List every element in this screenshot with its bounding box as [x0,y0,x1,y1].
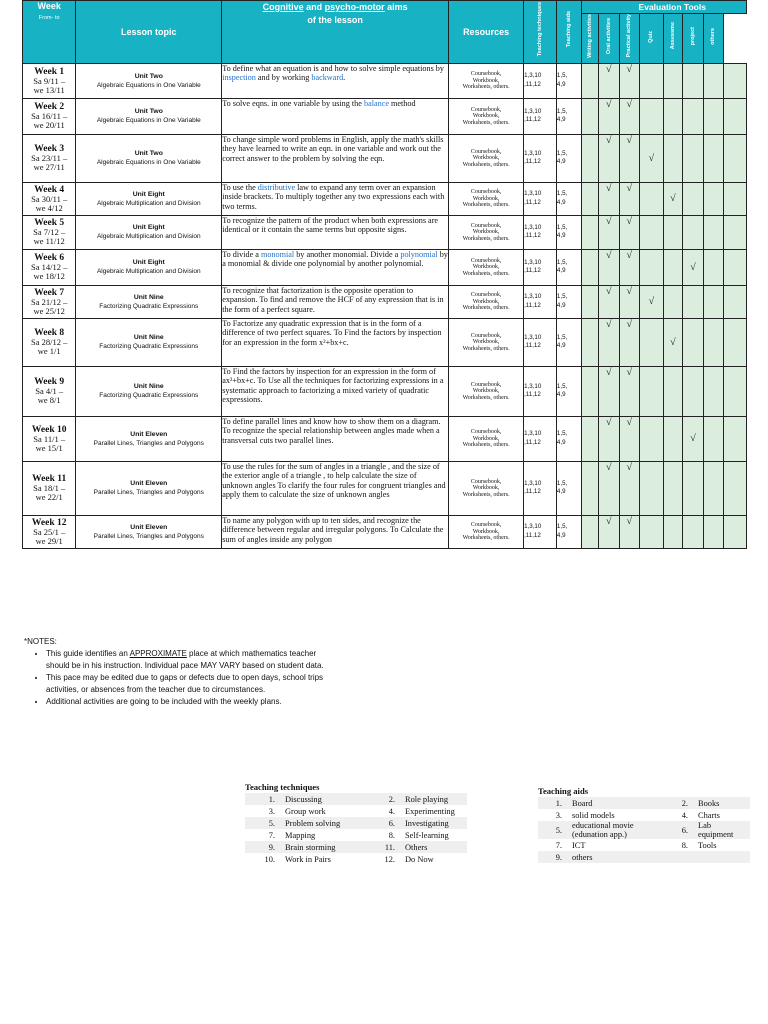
resources-cell: Coursebook, Workbook, Worksheets, others. [449,249,524,285]
eval-cell [683,98,704,134]
aids-cell: 1,5, 4,9 [556,249,581,285]
eval-cell [683,134,704,182]
eval-cell [663,98,683,134]
legend-label: Investigating [401,817,467,829]
aids-cell: 1,5, 4,9 [556,416,581,461]
resources-cell: Coursebook, Workbook, Worksheets, others. [449,134,524,182]
legend-label: Board [568,797,660,809]
aims-cell: To define what an equation is and how to solve simple equations by inspection and by working backward. [222,63,449,98]
resources-cell: Coursebook, Workbook, Worksheets, others. [449,98,524,134]
notes-title: *NOTES: [24,637,57,646]
resources-cell: Coursebook, Workbook, Worksheets, others. [449,366,524,416]
aims-cell: To recognize that factorization is the opposite operation to expansion. To find and remove the HCF of any expression that is in the form of a perfect square. [222,285,449,318]
plan-row [23,98,747,134]
aims-cell: To divide a monomial by another monomial. Divide a polynomial by a monomial & divide one polynomial by another polynomial. [222,249,449,285]
aids-cell: 1,5, 4,9 [556,461,581,515]
check-mark: √ [619,182,640,215]
eval-cell [640,63,664,98]
topic-cell: Unit Eight Algebraic Multiplication and Division [76,249,222,285]
legend-number: 1. [538,797,568,809]
topic-cell: Unit Two Algebraic Equations in One Variable [76,134,222,182]
techniques-cell: 1,3,10 ,11,12 [524,461,557,515]
check-mark: √ [619,515,640,548]
eval-cell [640,215,664,249]
techniques-cell: 1,3,10 ,11,12 [524,98,557,134]
eval-cell [581,318,598,366]
check-mark: √ [599,215,620,249]
eval-cell [724,461,747,515]
eval-cell [703,98,724,134]
eval-cell [581,285,598,318]
legend-number: 11. [371,841,401,853]
techniques-cell: 1,3,10 ,11,12 [524,63,557,98]
topic-cell: Unit Eleven Parallel Lines, Triangles and Polygons [76,515,222,548]
eval-col-quiz: Quiz [640,14,664,64]
aims-cell: To Factorize any quadratic expression that is in the form of a difference of two perfect squares. To Find the factors by inspection for an expression in the form x²+bx+c. [222,318,449,366]
legend-row [538,797,750,809]
resources-cell: Coursebook, Workbook, Worksheets, others. [449,182,524,215]
eval-cell [703,249,724,285]
topic-cell: Unit Two Algebraic Equations in One Variable [76,63,222,98]
legend-number: 9. [538,851,568,863]
legend-number: 8. [388,830,395,840]
evaluation-tools-header: Evaluation Tools [599,1,747,14]
check-mark: √ [599,249,620,285]
check-mark: √ [619,416,640,461]
aids-cell: 1,5, 4,9 [556,515,581,548]
eval-cell [683,461,704,515]
legend-label: ICT [572,840,586,850]
legend-label: Charts [698,810,720,820]
resources-header: Resources [449,1,524,64]
eval-cell [581,63,598,98]
plan-row [23,182,747,215]
aids-cell: 1,5, 4,9 [556,134,581,182]
lesson-plan-table [22,0,747,549]
week-cell: Week 7 Sa 21/12 – we 25/12 [23,285,76,318]
legend-number: 8. [681,840,688,850]
eval-cell [724,416,747,461]
techniques-cell: 1,3,10 ,11,12 [524,285,557,318]
week-cell: Week 5 Sa 7/12 – we 11/12 [23,215,76,249]
check-mark: √ [619,318,640,366]
check-mark: √ [599,515,620,548]
eval-cell [683,515,704,548]
aims-cell: To solve eqns. in one variable by using the balance method [222,98,449,134]
legend-label: Books [694,797,750,809]
lesson-topic-header: Lesson topic [76,1,222,64]
plan-row [23,134,747,182]
resources-cell: Coursebook, Workbook, Worksheets, others. [449,318,524,366]
eval-cell [703,416,724,461]
eval-cell [683,63,704,98]
eval-cell [724,249,747,285]
eval-col-others: others [703,14,724,64]
check-mark: √ [599,461,620,515]
notes-section [24,636,324,708]
eval-cell [640,366,664,416]
techniques-cell: 1,3,10 ,11,12 [524,134,557,182]
plan-row [23,285,747,318]
aims-cell: To change simple word problems in English, apply the math's skills they have learned to write an eqn. in one variable and work out the correct answer to the problem by solving the eqn. [222,134,449,182]
legend-label: Tools [698,840,717,850]
legend-number: 5. [245,817,281,829]
week-cell: Week 10 Sa 11/1 – we 15/1 [23,416,76,461]
legend-row [538,809,750,821]
check-mark: √ [683,416,704,461]
eval-cell [581,416,598,461]
check-mark: √ [619,285,640,318]
legend-number: 2. [371,793,401,805]
aims-cell: To use the distributive law to expand any term over an expansion inside brackets. To multiply together any two expressions each with two terms. [222,182,449,215]
resources-cell: Coursebook, Workbook, Worksheets, others. [449,515,524,548]
plan-row [23,366,747,416]
teaching-techniques-header: Teaching techniques [524,1,557,64]
techniques-cell: 1,3,10 ,11,12 [524,366,557,416]
eval-cell [581,249,598,285]
plan-row [23,416,747,461]
week-cell: Week 9 Sa 4/1 – we 8/1 [23,366,76,416]
legend-row [245,853,467,865]
eval-cell [663,63,683,98]
legend-number: 1. [245,793,281,805]
check-mark: √ [599,134,620,182]
eval-col-oral: Oral activities [599,14,620,64]
eval-cell [724,318,747,366]
eval-cell [581,134,598,182]
plan-row [23,249,747,285]
eval-cell [724,98,747,134]
legend-number: 4. [388,806,395,816]
check-mark: √ [619,215,640,249]
eval-cell [703,461,724,515]
check-mark: √ [619,249,640,285]
aims-cell: To define parallel lines and know how to show them on a diagram. To recognize the special relationship between angles made when a transversal cuts two parallel lines. [222,416,449,461]
eval-cell [724,63,747,98]
week-cell: Week 6 Sa 14/12 – we 18/12 [23,249,76,285]
eval-cell [724,285,747,318]
eval-cell [724,215,747,249]
techniques-cell: 1,3,10 ,11,12 [524,515,557,548]
legend-label: Do Now [405,854,434,864]
legend-number: 6. [660,821,694,839]
eval-cell [640,461,664,515]
aims-cell: To name any polygon with up to ten sides, and recognize the difference between regular and irregular polygons. To Calculate the sum of angles inside any polygon [222,515,449,548]
aids-cell: 1,5, 4,9 [556,318,581,366]
legend-label: Experimenting [405,806,455,816]
legend-row [245,817,467,829]
check-mark: √ [663,318,683,366]
eval-col-writing: Writing activities [581,14,598,64]
aids-cell: 1,5, 4,9 [556,366,581,416]
eval-cell [703,63,724,98]
teaching-aids-legend [538,786,750,863]
eval-cell [581,182,598,215]
aims-cell: To recognize the pattern of the product when both expressions are identical or it contain the same terms but opposite signs. [222,215,449,249]
note-item: • This guide identifies an APPROXIMATE place at which mathematics teacher should be in his instruction. Individual pace MAY VARY based on student data. [46,648,324,672]
techniques-legend-table [245,793,467,865]
eval-cell [640,416,664,461]
legend-label: Group work [285,806,326,816]
teaching-techniques-legend [245,782,467,865]
eval-cell [724,134,747,182]
plan-row [23,63,747,98]
legend-number: 12. [384,854,395,864]
week-cell: Week 11 Sa 18/1 – we 22/1 [23,461,76,515]
legend-label [694,851,750,863]
check-mark: √ [599,366,620,416]
check-mark: √ [619,63,640,98]
legend-label: Self-learning [405,830,449,840]
eval-col-project: project [683,14,704,64]
legend-row [245,793,467,805]
plan-row [23,515,747,548]
eval-cell [683,215,704,249]
check-mark: √ [599,416,620,461]
legend-label: Problem solving [281,817,371,829]
legend-number: 5. [538,821,568,839]
week-cell: Week 2 Sa 16/11 – we 20/11 [23,98,76,134]
eval-cell [683,182,704,215]
topic-cell: Unit Nine Factorizing Quadratic Expressions [76,285,222,318]
check-mark: √ [619,134,640,182]
eval-cell [581,98,598,134]
resources-cell: Coursebook, Workbook, Worksheets, others. [449,285,524,318]
techniques-cell: 1,3,10 ,11,12 [524,215,557,249]
aims-header: Cognitive and psycho-motor aims of the lesson [222,1,449,64]
legend-label: Discussing [281,793,371,805]
aids-legend-table [538,797,750,863]
eval-cell [703,366,724,416]
aids-cell: 1,5, 4,9 [556,63,581,98]
legend-number: 7. [268,830,275,840]
eval-cell [703,285,724,318]
check-mark: √ [640,285,664,318]
legend-row [245,829,467,841]
legend-label: Mapping [285,830,316,840]
eval-cell [703,318,724,366]
eval-cell [581,515,598,548]
eval-cell [581,461,598,515]
eval-cell [724,366,747,416]
plan-row [23,461,747,515]
eval-col-practical: Practical activity [619,14,640,64]
eval-cell [640,182,664,215]
legend-number: 3. [268,806,275,816]
check-mark: √ [619,461,640,515]
eval-cell [724,515,747,548]
eval-cell [703,515,724,548]
techniques-cell: 1,3,10 ,11,12 [524,182,557,215]
check-mark: √ [599,182,620,215]
legend-row [538,821,750,839]
eval-cell [663,215,683,249]
resources-cell: Coursebook, Workbook, Worksheets, others. [449,215,524,249]
week-cell: Week 12 Sa 25/1 – we 29/1 [23,515,76,548]
aids-cell: 1,5, 4,9 [556,215,581,249]
legend-number [660,851,694,863]
legend-number: 3. [555,810,562,820]
eval-cell [683,285,704,318]
teaching-aids-header: Teaching aids [556,1,581,64]
eval-cell [663,366,683,416]
note-item: • This pace may be edited due to gaps or defects due to open days, school trips activities, or absences from the teacher due to circumstances. [46,672,324,696]
legend-label: Work in Pairs [285,854,331,864]
eval-cell [581,215,598,249]
eval-cell [640,515,664,548]
aids-cell: 1,5, 4,9 [556,182,581,215]
legend-label: Lab equipment [694,821,750,839]
legend-number: 6. [371,817,401,829]
topic-cell: Unit Nine Factorizing Quadratic Expressions [76,318,222,366]
check-mark: √ [599,318,620,366]
legend-number: 7. [555,840,562,850]
eval-cell [683,366,704,416]
aids-cell: 1,5, 4,9 [556,285,581,318]
week-cell: Week 1 Sa 9/11 – we 13/11 [23,63,76,98]
check-mark: √ [599,98,620,134]
resources-cell: Coursebook, Workbook, Worksheets, others. [449,63,524,98]
legend-row [538,839,750,851]
eval-cell [663,461,683,515]
eval-cell [663,134,683,182]
check-mark: √ [663,182,683,215]
eval-cell [663,515,683,548]
techniques-cell: 1,3,10 ,11,12 [524,249,557,285]
legend-label: educational movie (edunation app.) [568,821,660,839]
topic-cell: Unit Two Algebraic Equations in One Variable [76,98,222,134]
topic-cell: Unit Eight Algebraic Multiplication and Division [76,182,222,215]
topic-cell: Unit Eight Algebraic Multiplication and Division [76,215,222,249]
aids-cell: 1,5, 4,9 [556,98,581,134]
legend-row [538,851,750,863]
legend-row [245,841,467,853]
eval-cell [703,134,724,182]
plan-row [23,318,747,366]
eval-cell [663,249,683,285]
topic-cell: Unit Nine Factorizing Quadratic Expressions [76,366,222,416]
legend-label: solid models [572,810,615,820]
legend-label: Role playing [401,793,467,805]
topic-cell: Unit Eleven Parallel Lines, Triangles and Polygons [76,416,222,461]
legend-label: Brain storming [281,841,371,853]
legend-label: Others [401,841,467,853]
aids-legend-title: Teaching aids [538,786,589,796]
week-cell: Week 8 Sa 28/12 – we 1/1 [23,318,76,366]
eval-cell [640,98,664,134]
check-mark: √ [599,285,620,318]
week-cell: Week 3 Sa 23/11 – we 27/11 [23,134,76,182]
week-cell: Week 4 Sa 30/11 – we 4/12 [23,182,76,215]
aims-cell: To Find the factors by inspection for an expression in the form of ax²+bx+c. To Use all the techniques for factorizing expressions in a systematic approach to factorizing a mixed variety of quadratic expressions. [222,366,449,416]
techniques-cell: 1,3,10 ,11,12 [524,318,557,366]
eval-cell [683,318,704,366]
resources-cell: Coursebook, Workbook, Worksheets, others. [449,461,524,515]
check-mark: √ [619,366,640,416]
resources-cell: Coursebook, Workbook, Worksheets, others. [449,416,524,461]
legend-label: others [568,851,660,863]
legend-number: 9. [245,841,281,853]
plan-row [23,215,747,249]
legend-number: 10. [264,854,275,864]
eval-cell [663,416,683,461]
eval-cell [640,318,664,366]
techniques-legend-title: Teaching techniques [245,782,320,792]
check-mark: √ [683,249,704,285]
eval-col-assessment: Assessme [663,14,683,64]
eval-cell [663,285,683,318]
legend-number: 2. [660,797,694,809]
check-mark: √ [640,134,664,182]
week-header: Week From- to [23,1,76,64]
techniques-cell: 1,3,10 ,11,12 [524,416,557,461]
eval-cell [703,215,724,249]
check-mark: √ [619,98,640,134]
eval-cell [581,366,598,416]
check-mark: √ [599,63,620,98]
legend-number: 4. [681,810,688,820]
aims-cell: To use the rules for the sum of angles in a triangle , and the size of the exterior angle of a triangle , to help calculate the size of unknown angles To clarify the four rules for congruent triangles and apply them to calculate the size of unknown angles [222,461,449,515]
eval-cell [724,182,747,215]
legend-row [245,805,467,817]
topic-cell: Unit Eleven Parallel Lines, Triangles and Polygons [76,461,222,515]
eval-cell [703,182,724,215]
eval-cell [640,249,664,285]
note-item: • Additional activities are going to be included with the weekly plans. [46,696,324,708]
